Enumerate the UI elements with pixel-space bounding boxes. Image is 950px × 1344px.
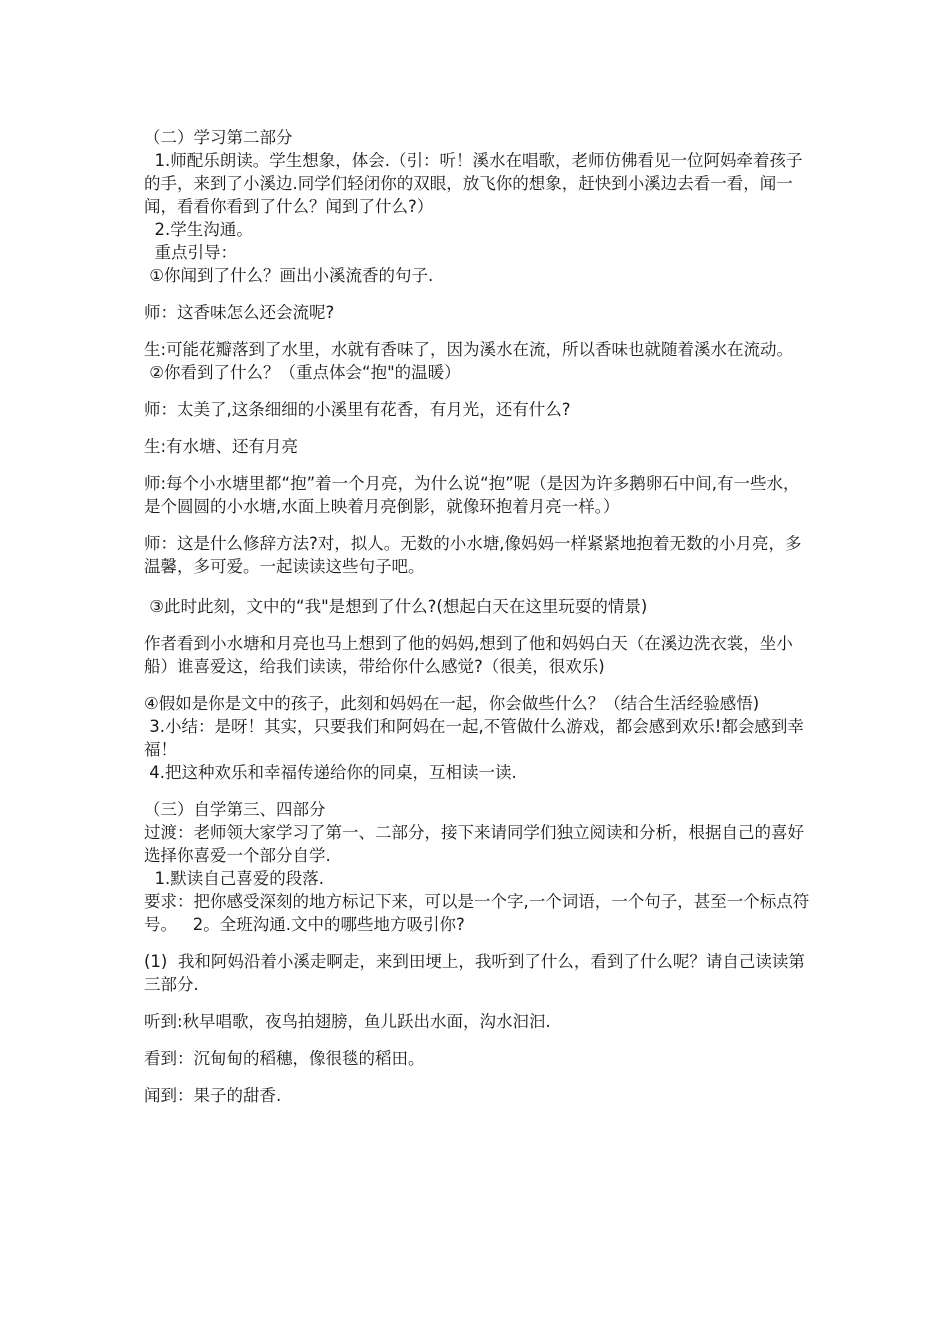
paragraph: 师：这香味怎么还会流呢? bbox=[144, 303, 335, 322]
paragraph: 师:每个小水塘里都“抱”着一个月亮，为什么说“抱”呢（是因为许多鹅卵石中间,有一些水，是个圆圆的小水塘,水面上映着月亮倒影，就像环抱着月亮一样。） bbox=[144, 474, 800, 516]
paragraph: 作者看到小水塘和月亮也马上想到了他的妈妈,想到了他和妈妈白天（在溪边洗衣裳，坐小船）谁喜爱这，给我们读读，带给你什么感觉?（很美，很欢乐) bbox=[144, 634, 793, 676]
paragraph: 生:有水塘、还有月亮 bbox=[144, 437, 299, 456]
paragraph: 要求：把你感受深刻的地方标记下来，可以是一个字,一个词语，一个句子，甚至一个标点符号。 2。全班沟通.文中的哪些地方吸引你? bbox=[144, 892, 810, 934]
paragraph: 师：太美了,这条细细的小溪里有花香，有月光，还有什么? bbox=[144, 400, 571, 419]
paragraph: 闻到：果子的甜香. bbox=[144, 1086, 282, 1105]
document-page bbox=[144, 126, 810, 1107]
paragraph: 重点引导： bbox=[144, 243, 237, 262]
paragraph: 看到：沉甸甸的稻穗，像很毯的稻田。 bbox=[144, 1049, 425, 1068]
paragraph: ③此时此刻，文中的“我"是想到了什么?(想起白天在这里玩耍的情景) bbox=[144, 597, 648, 616]
paragraph: 2.学生沟通。 bbox=[144, 220, 253, 239]
paragraph: 过渡：老师领大家学习了第一、二部分，接下来请同学们独立阅读和分析，根据自己的喜好选择你喜爱一个部分自学. bbox=[144, 823, 804, 865]
paragraph: 4.把这种欢乐和幸福传递给你的同桌，互相读一读. bbox=[144, 763, 517, 782]
paragraph: ④假如是你是文中的孩子，此刻和妈妈在一起，你会做些什么？（结合生活经验感悟) bbox=[144, 694, 760, 713]
paragraph: 3.小结：是呀！其实，只要我们和阿妈在一起,不管做什么游戏，都会感到欢乐!都会感到幸福！ bbox=[144, 717, 804, 759]
paragraph: ①你闻到了什么？画出小溪流香的句子. bbox=[144, 266, 434, 285]
section-heading-part-three: （三）自学第三、四部分 bbox=[144, 800, 326, 819]
paragraph: 听到:秋早唱歌，夜鸟拍翅膀，鱼儿跃出水面，沟水汩汩. bbox=[144, 1012, 551, 1031]
paragraph: ②你看到了什么？（重点体会“抱"的温暖） bbox=[144, 363, 461, 382]
paragraph: (1) 我和阿妈沿着小溪走啊走，来到田埂上，我听到了什么，看到了什么呢？请自己读读第三部分. bbox=[144, 952, 805, 994]
paragraph: 师：这是什么修辞方法?对，拟人。无数的小水塘,像妈妈一样紧紧地抱着无数的小月亮，多温馨，多可爱。一起读读这些句子吧。 bbox=[144, 534, 802, 576]
paragraph: 1.默读自己喜爱的段落. bbox=[144, 869, 324, 888]
paragraph: 1.师配乐朗读。学生想象，体会.（引：听！溪水在唱歌，老师仿佛看见一位阿妈牵着孩子的手，来到了小溪边.同学们轻闭你的双眼，放飞你的想象，赶快到小溪边去看一看，闻一闻，看看你看到了什么？闻到了什么?） bbox=[144, 151, 803, 216]
section-heading-part-two: （二）学习第二部分 bbox=[144, 128, 293, 147]
paragraph: 生:可能花瓣落到了水里，水就有香味了，因为溪水在流，所以香味也就随着溪水在流动。 bbox=[144, 340, 794, 359]
